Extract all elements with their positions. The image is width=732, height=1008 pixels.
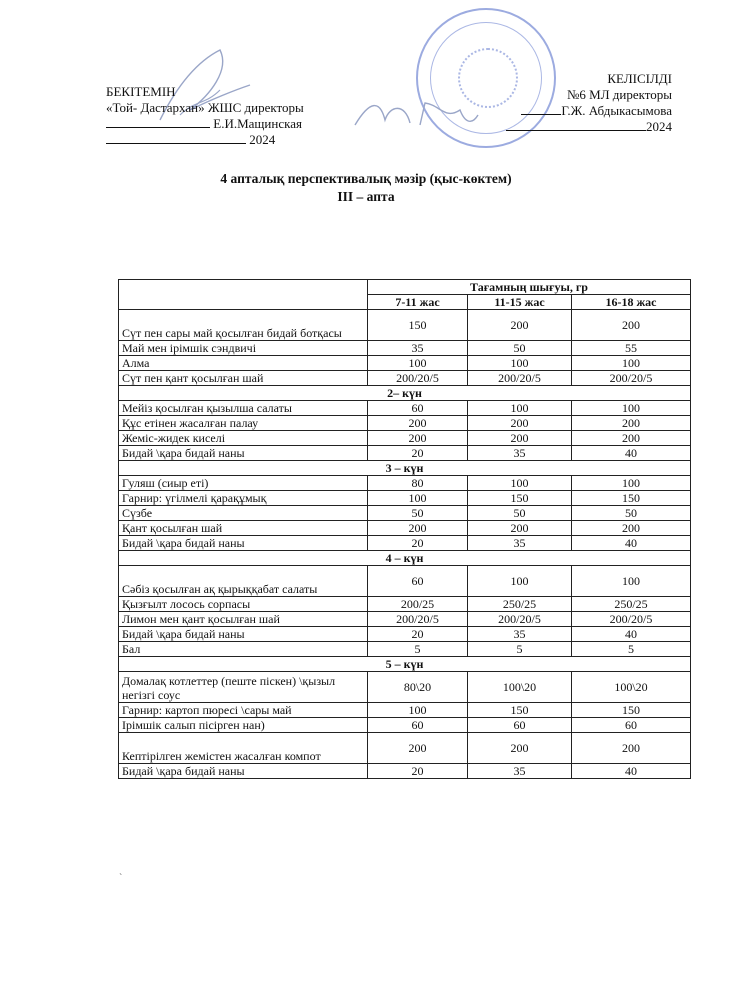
portion-value: 100	[572, 566, 691, 597]
portion-value: 35	[468, 536, 572, 551]
day-label: 4 – күн	[119, 551, 691, 566]
portion-value: 250/25	[572, 597, 691, 612]
portion-value: 200	[368, 733, 468, 764]
portion-value: 200	[572, 521, 691, 536]
table-row	[119, 642, 691, 657]
portion-value: 200/20/5	[572, 371, 691, 386]
portion-value: 40	[572, 446, 691, 461]
age-column-header: 11-15 жас	[468, 295, 572, 310]
portion-value: 200	[572, 416, 691, 431]
table-row	[119, 536, 691, 551]
agreement-block	[500, 71, 672, 135]
dish-name: Қызғылт лосось сорпасы	[119, 597, 368, 612]
portion-value: 80	[368, 476, 468, 491]
table-row	[119, 310, 691, 341]
portion-value: 35	[468, 764, 572, 779]
portion-value: 35	[368, 341, 468, 356]
approval-date-line	[106, 132, 304, 148]
approval-block	[106, 84, 304, 148]
portion-value: 35	[468, 446, 572, 461]
portion-value: 5	[468, 642, 572, 657]
dish-name: Бидай \қара бидай наны	[119, 446, 368, 461]
agreement-org: №6 МЛ директоры	[566, 87, 672, 102]
day-label: 3 – күн	[119, 461, 691, 476]
portion-value: 150	[468, 491, 572, 506]
portion-value: 200/20/5	[368, 612, 468, 627]
table-row	[119, 356, 691, 371]
portion-value: 250/25	[468, 597, 572, 612]
dish-name: Сәбіз қосылған ақ қырыққабат салаты	[119, 566, 368, 597]
day-row	[119, 461, 691, 476]
portion-value: 200/20/5	[468, 612, 572, 627]
portion-value: 60	[368, 566, 468, 597]
approval-org: «Той- Дастархан» ЖШС директоры	[106, 100, 304, 115]
dish-name: Домалақ котлеттер (пеште піскен) \қызыл негізгі соус	[119, 672, 368, 703]
director-signature-right	[350, 95, 480, 135]
portion-value: 200/25	[368, 597, 468, 612]
portion-value: 55	[572, 341, 691, 356]
table-row	[119, 733, 691, 764]
portion-value: 200	[368, 521, 468, 536]
portion-value: 100	[468, 566, 572, 597]
portion-value: 100	[468, 476, 572, 491]
approval-name: Е.И.Мащинская	[213, 116, 302, 131]
portion-value: 200	[468, 416, 572, 431]
portion-value: 200	[572, 733, 691, 764]
dish-name: Гарнир: үгілмелі қарақұмық	[119, 491, 368, 506]
approval-title: БЕКІТЕМІН	[106, 84, 176, 99]
dish-name: Ірімшік салып пісірген нан)	[119, 718, 368, 733]
table-row	[119, 672, 691, 703]
portion-value: 200/20/5	[468, 371, 572, 386]
portion-value: 35	[468, 627, 572, 642]
table-row	[119, 491, 691, 506]
portion-value: 200/20/5	[368, 371, 468, 386]
dish-name: Жеміс-жидек киселі	[119, 431, 368, 446]
portion-value: 100	[572, 401, 691, 416]
dish-name: Бал	[119, 642, 368, 657]
portion-value: 200	[368, 416, 468, 431]
footnote-mark: `	[119, 873, 123, 884]
portion-value: 100	[468, 401, 572, 416]
menu-title: 4 апталық перспективалық мәзір (қыс-көктем)	[220, 171, 512, 186]
day-label: 2– күн	[119, 386, 691, 401]
table-row	[119, 446, 691, 461]
table-row	[119, 597, 691, 612]
portion-value: 200	[468, 310, 572, 341]
week-title: III – апта	[337, 189, 395, 204]
agreement-date-line	[500, 119, 672, 135]
agreement-title: КЕЛІСІЛДІ	[607, 71, 672, 86]
table-row	[119, 371, 691, 386]
portion-value: 100	[468, 356, 572, 371]
portion-value: 50	[368, 506, 468, 521]
portion-value: 50	[468, 341, 572, 356]
portion-value: 200/20/5	[572, 612, 691, 627]
portion-value: 150	[572, 703, 691, 718]
table-row	[119, 627, 691, 642]
portion-value: 100	[368, 703, 468, 718]
table-row	[119, 521, 691, 536]
table-row	[119, 612, 691, 627]
dish-name: Кептірілген жемістен жасалған компот	[119, 733, 368, 764]
table-row	[119, 431, 691, 446]
portion-value: 100\20	[468, 672, 572, 703]
portion-value: 5	[572, 642, 691, 657]
portion-value: 50	[572, 506, 691, 521]
portion-value: 100\20	[572, 672, 691, 703]
day-row	[119, 551, 691, 566]
portion-value: 20	[368, 627, 468, 642]
dish-name: Сүзбе	[119, 506, 368, 521]
agreement-name-line	[500, 103, 672, 119]
portion-value: 60	[368, 718, 468, 733]
portion-value: 100	[368, 491, 468, 506]
table-row	[119, 566, 691, 597]
portion-value: 5	[368, 642, 468, 657]
dish-name: Сүт пен сары май қосылған бидай ботқасы	[119, 310, 368, 341]
table-row	[119, 506, 691, 521]
table-row	[119, 341, 691, 356]
dish-name: Лимон мен қант қосылған шай	[119, 612, 368, 627]
table-row	[119, 718, 691, 733]
day-row	[119, 386, 691, 401]
portion-value: 150	[572, 491, 691, 506]
dish-name: Сүт пен қант қосылған шай	[119, 371, 368, 386]
age-column-header: 16-18 жас	[572, 295, 691, 310]
portion-value: 100	[572, 356, 691, 371]
age-column-header: 7-11 жас	[368, 295, 468, 310]
portion-value: 20	[368, 536, 468, 551]
portion-value: 200	[572, 431, 691, 446]
portion-value: 40	[572, 764, 691, 779]
portion-value: 60	[468, 718, 572, 733]
portion-value: 150	[468, 703, 572, 718]
dish-name: Мейіз қосылған қызылша салаты	[119, 401, 368, 416]
portion-value: 50	[468, 506, 572, 521]
dish-name: Бидай \қара бидай наны	[119, 627, 368, 642]
menu-table	[118, 279, 691, 779]
portion-value: 100	[572, 476, 691, 491]
dish-name: Қант қосылған шай	[119, 521, 368, 536]
table-row	[119, 416, 691, 431]
day-row	[119, 657, 691, 672]
portion-value: 200	[468, 431, 572, 446]
table-row	[119, 764, 691, 779]
portion-value: 20	[368, 764, 468, 779]
dish-name: Бидай \қара бидай наны	[119, 536, 368, 551]
portion-value: 200	[468, 521, 572, 536]
approval-year: 2024	[249, 132, 276, 147]
portion-value: 20	[368, 446, 468, 461]
dish-name: Май мен ірімшік сэндвичі	[119, 341, 368, 356]
portion-value: 200	[572, 310, 691, 341]
portion-value: 100	[368, 356, 468, 371]
portion-value: 150	[368, 310, 468, 341]
table-header-row	[119, 280, 691, 295]
agreement-year: 2024	[646, 119, 672, 134]
portion-value: 200	[468, 733, 572, 764]
portion-value: 40	[572, 627, 691, 642]
portion-value: 200	[368, 431, 468, 446]
day-label: 5 – күн	[119, 657, 691, 672]
dish-name: Құс етінен жасалған палау	[119, 416, 368, 431]
dish-name: Алма	[119, 356, 368, 371]
table-row	[119, 401, 691, 416]
agreement-name: Г.Ж. Абдыкасымова	[561, 103, 672, 118]
portion-value: 60	[572, 718, 691, 733]
dish-name: Бидай \қара бидай наны	[119, 764, 368, 779]
approval-name-line	[106, 116, 304, 132]
portion-value: 80\20	[368, 672, 468, 703]
table-row	[119, 476, 691, 491]
header-empty-cell	[119, 280, 368, 310]
table-row	[119, 703, 691, 718]
yield-header: Тағамның шығуы, гр	[368, 280, 691, 295]
portion-value: 40	[572, 536, 691, 551]
portion-value: 60	[368, 401, 468, 416]
dish-name: Гарнир: картоп пюресі \сары май	[119, 703, 368, 718]
dish-name: Гуляш (сиыр еті)	[119, 476, 368, 491]
